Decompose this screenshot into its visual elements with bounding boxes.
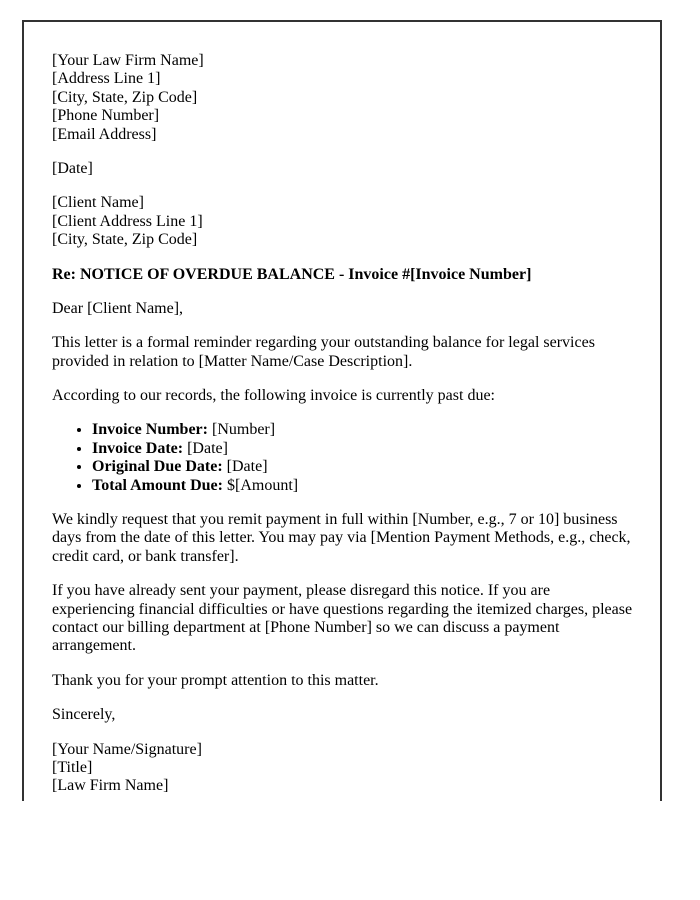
signature-block xyxy=(52,741,634,796)
salutation: Dear [Client Name], xyxy=(52,299,184,317)
signature-name: [Your Name/Signature] xyxy=(52,740,202,758)
invoice-date-item xyxy=(92,440,634,458)
original-due-date-item xyxy=(92,458,634,476)
invoice-number-label: Invoice Number: xyxy=(92,421,208,439)
invoice-date-label: Invoice Date: xyxy=(92,439,184,457)
closing: Sincerely, xyxy=(52,706,116,724)
invoice-date-value: [Date] xyxy=(187,439,228,457)
original-due-date-value: [Date] xyxy=(226,458,268,476)
sender-city-state-zip: [City, State, Zip Code] xyxy=(52,88,198,106)
total-amount-due-item xyxy=(92,477,634,495)
intro-paragraph: This letter is a formal reminder regarding your outstanding balance for legal services provided in relation to [Matter Name/Case Description]. xyxy=(52,334,595,370)
total-amount-due-value: $[Amount] xyxy=(226,476,299,494)
sender-phone: [Phone Number] xyxy=(52,107,160,125)
recipient-name: [Client Name] xyxy=(52,194,144,212)
original-due-date-label: Original Due Date: xyxy=(92,458,223,476)
disregard-paragraph: If you have already sent your payment, please disregard this notice. If you are experiencing financial difficulties or have questions regarding the itemized charges, please contact our billing department at [Phone Number] so we can discuss a payment arrangement. xyxy=(52,582,633,655)
sender-address-block xyxy=(52,52,634,144)
signature-firm-name: [Law Firm Name] xyxy=(52,777,169,795)
recipient-address-block xyxy=(52,194,634,249)
signature-title: [Title] xyxy=(52,758,93,776)
thanks-line: Thank you for your prompt attention to this matter. xyxy=(52,671,379,689)
invoice-number-value: [Number] xyxy=(211,421,276,439)
sender-email: [Email Address] xyxy=(52,125,157,143)
date-line: [Date] xyxy=(52,159,93,177)
invoice-details-list xyxy=(52,421,634,495)
recipient-city-state-zip: [City, State, Zip Code] xyxy=(52,231,198,249)
records-line: According to our records, the following invoice is currently past due: xyxy=(52,387,495,405)
sender-firm-name: [Your Law Firm Name] xyxy=(52,52,204,69)
total-amount-due-label: Total Amount Due: xyxy=(92,476,223,494)
invoice-number-item xyxy=(92,421,634,439)
sender-address-line1: [Address Line 1] xyxy=(52,70,161,88)
subject-line: Re: NOTICE OF OVERDUE BALANCE - Invoice #[Invoice Number] xyxy=(52,265,532,283)
letter-document xyxy=(22,20,662,801)
recipient-address-line1: [Client Address Line 1] xyxy=(52,212,203,230)
payment-request-paragraph: We kindly request that you remit payment in full within [Number, e.g., 7 or 10] business days from the date of this letter. You may pay via [Mention Payment Methods, e.g., check, credit card, or bank transfer]. xyxy=(52,511,631,565)
